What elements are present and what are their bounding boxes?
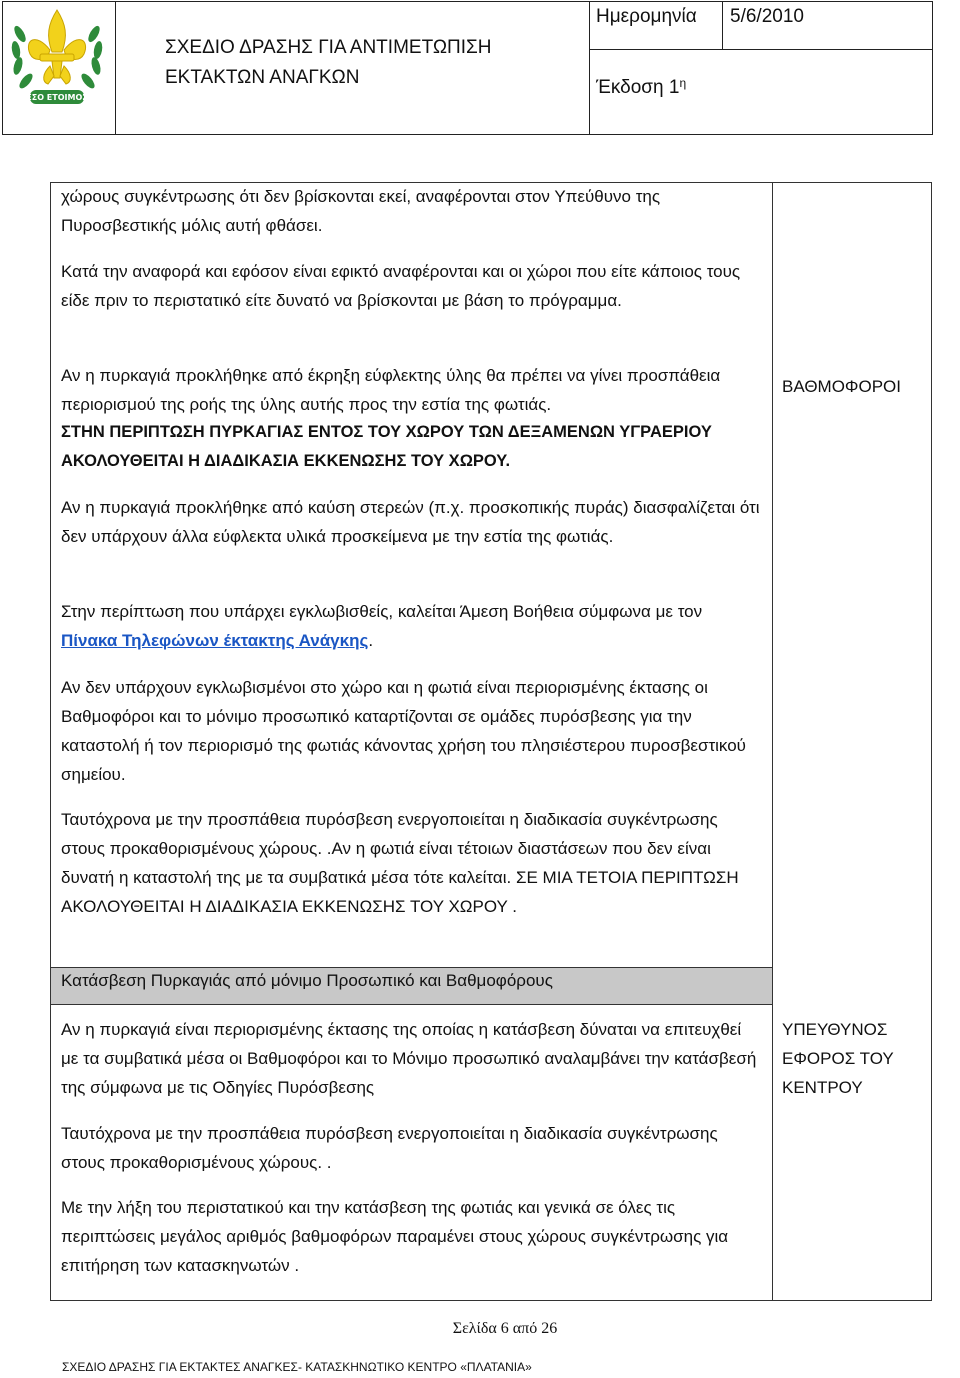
paragraph	[61, 597, 761, 655]
page-number: Σελίδα 6 από 26	[452, 1320, 558, 1337]
paragraph-text: Στην περίπτωση που υπάρχει εγκλωβισθείς, καλείται Άμεση Βοήθεια σύμφωνα με τον	[61, 602, 703, 621]
version-superscript: η	[679, 76, 687, 90]
section-heading: Κατάσβεση Πυρκαγιάς από μόνιμο Προσωπικό και Βαθμοφόρους	[61, 971, 553, 990]
paragraph: Κατά την αναφορά και εφόσον είναι εφικτό αναφέρονται και οι χώροι που είτε κάποιος τους είδε πριν το περιστατικό είτε δυνατό να βρίσκονται με βάση το πρόγραμμα.	[61, 262, 741, 310]
header-divider	[115, 2, 116, 134]
paragraph-text: .	[368, 631, 374, 650]
paragraph: Ταυτόχρονα με την προσπάθεια πυρόσβεση ενεργοποιείται η διαδικασία συγκέντρωσης στους προκαθορισμένους χώρους. .	[61, 1124, 718, 1172]
paragraph: Με την λήξη του περιστατικού και την κατάσβεση της φωτιάς και γενικά σε όλες τις περιπτώσεις μεγάλος αριθμός βαθμοφόρων παραμένει στους χώρους συγκέντρωσης για επιτήρηση των κατασκηνωτών .	[61, 1198, 729, 1275]
paragraph: Αν δεν υπάρχουν εγκλωβισμένοι στο χώρο και η φωτιά είναι περιορισμένης έκτασης οι Βαθμοφόροι και το μόνιμο προσωπικό καταρτίζονται σε ομάδες πυρόσβεσης για την καταστολή ή τον περιορισμό της φωτιάς κάνοντας χρήση του πλησιέστερου πυροσβεστικού σημείου.	[61, 678, 746, 784]
paragraph: Αν η πυρκαγιά προκλήθηκε από καύση στερεών (π.χ. προσκοπικής πυράς) διασφαλίζεται ότι δεν υπάρχουν άλλα εύφλεκτα υλικά προσκείμενα με την εστία της φωτιάς.	[61, 498, 760, 546]
evacuation-warning: ΣΤΗΝ ΠΕΡΙΠΤΩΣΗ ΠΥΡΚΑΓΙΑΣ ΕΝΤΟΣ ΤΟΥ ΧΩΡΟΥ ΤΩΝ ΔΕΞΑΜΕΝΩΝ ΥΓΡΑΕΡΙΟΥ ΑΚΟΛΟΥΘΕΙΤΑΙ Η ΔΙΑΔΙΚΑΣΙΑ ΕΚΚΕΝΩΣΗΣ ΤΟΥ ΧΩΡΟΥ.	[61, 423, 712, 470]
column-divider	[772, 183, 773, 1300]
scout-logo	[6, 4, 108, 110]
header-divider	[722, 2, 723, 49]
date-value: 5/6/2010	[730, 6, 804, 27]
version-label	[596, 70, 686, 101]
paragraph: Αν η πυρκαγιά είναι περιορισμένης έκτασης της οποίας η κατάσβεση δύναται να επιτευχθεί με τα συμβατικά μέσα οι Βαθμοφόροι και το Μόνιμο προσωπικό αναλαμβάνει την κατάσβεσή της σύμφωνα με τις Οδηγίες Πυρόσβεσης	[61, 1020, 757, 1097]
emergency-phone-table-link[interactable]: Πίνακα Τηλεφώνων έκτακτης Ανάγκης	[61, 631, 369, 650]
role-label: ΥΠΕΥΘΥΝΟΣ ΕΦΟΡΟΣ ΤΟΥ ΚΕΝΤΡΟΥ	[782, 1020, 894, 1097]
header-divider	[589, 2, 590, 134]
paragraph: Αν η πυρκαγιά προκλήθηκε από έκρηξη εύφλεκτης ύλης θα πρέπει να γίνει προσπάθεια περιορισμού της ροής της ύλης αυτής προς την εστία της φωτιάς.	[61, 366, 721, 414]
date-label: Ημερομηνία	[596, 6, 697, 27]
document-title: ΣΧΕΔΙΟ ΔΡΑΣΗΣ ΓΙΑ ΑΝΤΙΜΕΤΩΠΙΣΗ ΕΚΤΑΚΤΩΝ ΑΝΑΓΚΩΝ	[165, 37, 492, 88]
version-text: Έκδοση 1	[596, 77, 680, 98]
paragraph: χώρους συγκέντρωσης ότι δεν βρίσκονται εκεί, αναφέρονται στον Υπεύθυνο της Πυροσβεστικής μόλις αυτή φθάσει.	[61, 187, 661, 235]
page-footer: ΣΧΕΔΙΟ ΔΡΑΣΗΣ ΓΙΑ ΕΚΤΑΚΤΕΣ ΑΝΑΓΚΕΣ- ΚΑΤΑΣΚΗΝΩΤΙΚΟ ΚΕΝΤΡΟ «ΠΛΑΤΑΝΙΑ»	[62, 1360, 532, 1374]
paragraph: Ταυτόχρονα με την προσπάθεια πυρόσβεση ενεργοποιείται η διαδικασία συγκέντρωσης στους προκαθορισμένους χώρους. .Αν η φωτιά είναι τέτοιων διαστάσεων που δεν είναι δυνατή η καταστολή της με τα συμβατικά μέσα τότε καλείται. ΣΕ ΜΙΑ ΤΕΤΟΙΑ ΠΕΡΙΠΤΩΣΗ ΑΚΟΛΟΥΘΕΙΤΑΙ Η ΔΙΑΔΙΚΑΣΙΑ ΕΚΚΕΝΩΣΗΣ ΤΟΥ ΧΩΡΟΥ .	[61, 810, 739, 916]
logo-text: ΕΣΟ ΕΤΟΙΜΟΣ	[26, 93, 88, 102]
role-label: ΒΑΘΜΟΦΟΡΟΙ	[782, 377, 901, 396]
header-divider	[589, 49, 932, 50]
